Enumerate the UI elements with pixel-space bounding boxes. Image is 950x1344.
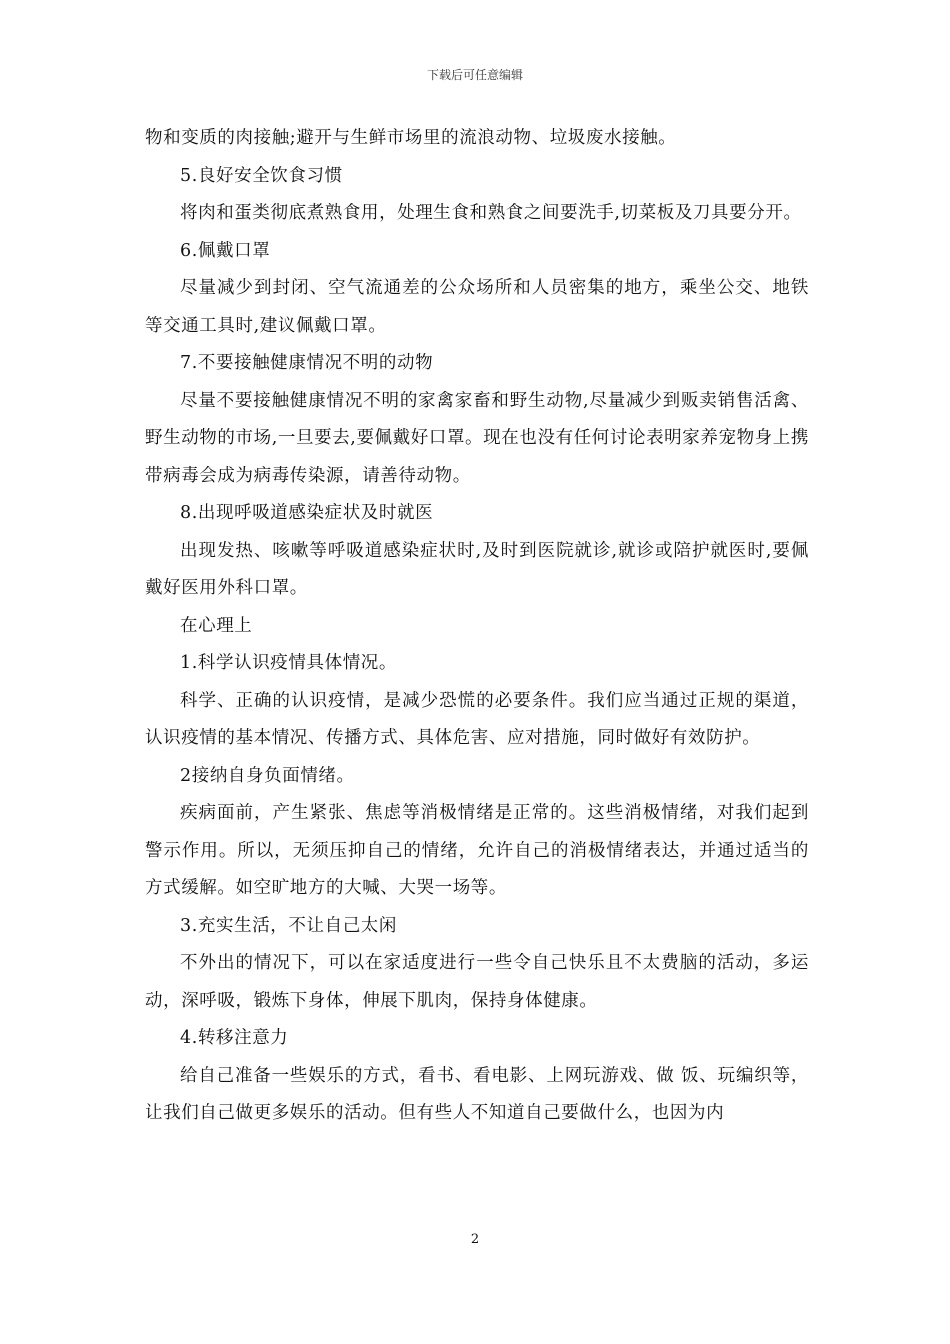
paragraph: 4.转移注意力	[180, 1028, 289, 1048]
paragraph: 1.科学认识疫情具体情况。	[180, 653, 397, 673]
document-body	[145, 120, 809, 1133]
paragraph: 疾病面前，产生紧张、焦虑等消极情绪是正常的。这些消极情绪，对我们起到警示作用。所以，无须压抑自己的情绪，允许自己的消极情绪表达，并通过适当的方式缓解。如空旷地方的大喊、大哭一场等。	[145, 803, 809, 898]
paragraph: 在心理上	[180, 615, 253, 636]
paragraph: 2接纳自身负面情绪。	[180, 765, 355, 786]
paragraph: 尽量减少到封闭、空气流通差的公众场所和人员密集的地方，乘坐公交、地铁等交通工具时,建议佩戴口罩。	[145, 278, 809, 336]
page-number: 2	[470, 1232, 480, 1247]
paragraph: 5.良好安全饮食习惯	[180, 165, 343, 186]
paragraph: 尽量不要接触健康情况不明的家禽家畜和野生动物,尽量减少到贩卖销售活禽、野生动物的市场,一旦要去,要佩戴好口罩。现在也没有任何讨论表明家养宠物身上携带病毒会成为病毒传染源，请善待动物。	[145, 390, 809, 486]
paragraph: 6.佩戴口罩	[180, 240, 271, 261]
paragraph: 出现发热、咳嗽等呼吸道感染症状时,及时到医院就诊,就诊或陪护就医时,要佩戴好医用外科口罩。	[145, 540, 809, 598]
paragraph: 7.不要接触健康情况不明的动物	[180, 353, 434, 373]
paragraph: 8.出现呼吸道感染症状及时就医	[180, 503, 434, 523]
page-header: 下载后可任意编辑	[426, 68, 523, 82]
paragraph: 不外出的情况下，可以在家适度进行一些令自己快乐且不太费脑的活动，多运动，深呼吸，锻炼下身体，伸展下肌肉，保持身体健康。	[145, 953, 809, 1011]
paragraph: 物和变质的肉接触;避开与生鲜市场里的流浪动物、垃圾废水接触。	[145, 128, 677, 148]
paragraph: 将肉和蛋类彻底煮熟食用，处理生食和熟食之间要洗手,切菜板及刀具要分开。	[180, 203, 802, 223]
paragraph: 科学、正确的认识疫情，是减少恐慌的必要条件。我们应当通过正规的渠道，认识疫情的基本情况、传播方式、具体危害、应对措施，同时做好有效防护。	[145, 690, 809, 748]
paragraph: 给自己准备一些娱乐的方式，看书、看电影、上网玩游戏、做 饭、玩编织等，让我们自己做更多娱乐的活动。但有些人不知道自己要做什么，也因为内	[145, 1065, 809, 1123]
paragraph: 3.充实生活，不让自己太闲	[180, 915, 397, 936]
